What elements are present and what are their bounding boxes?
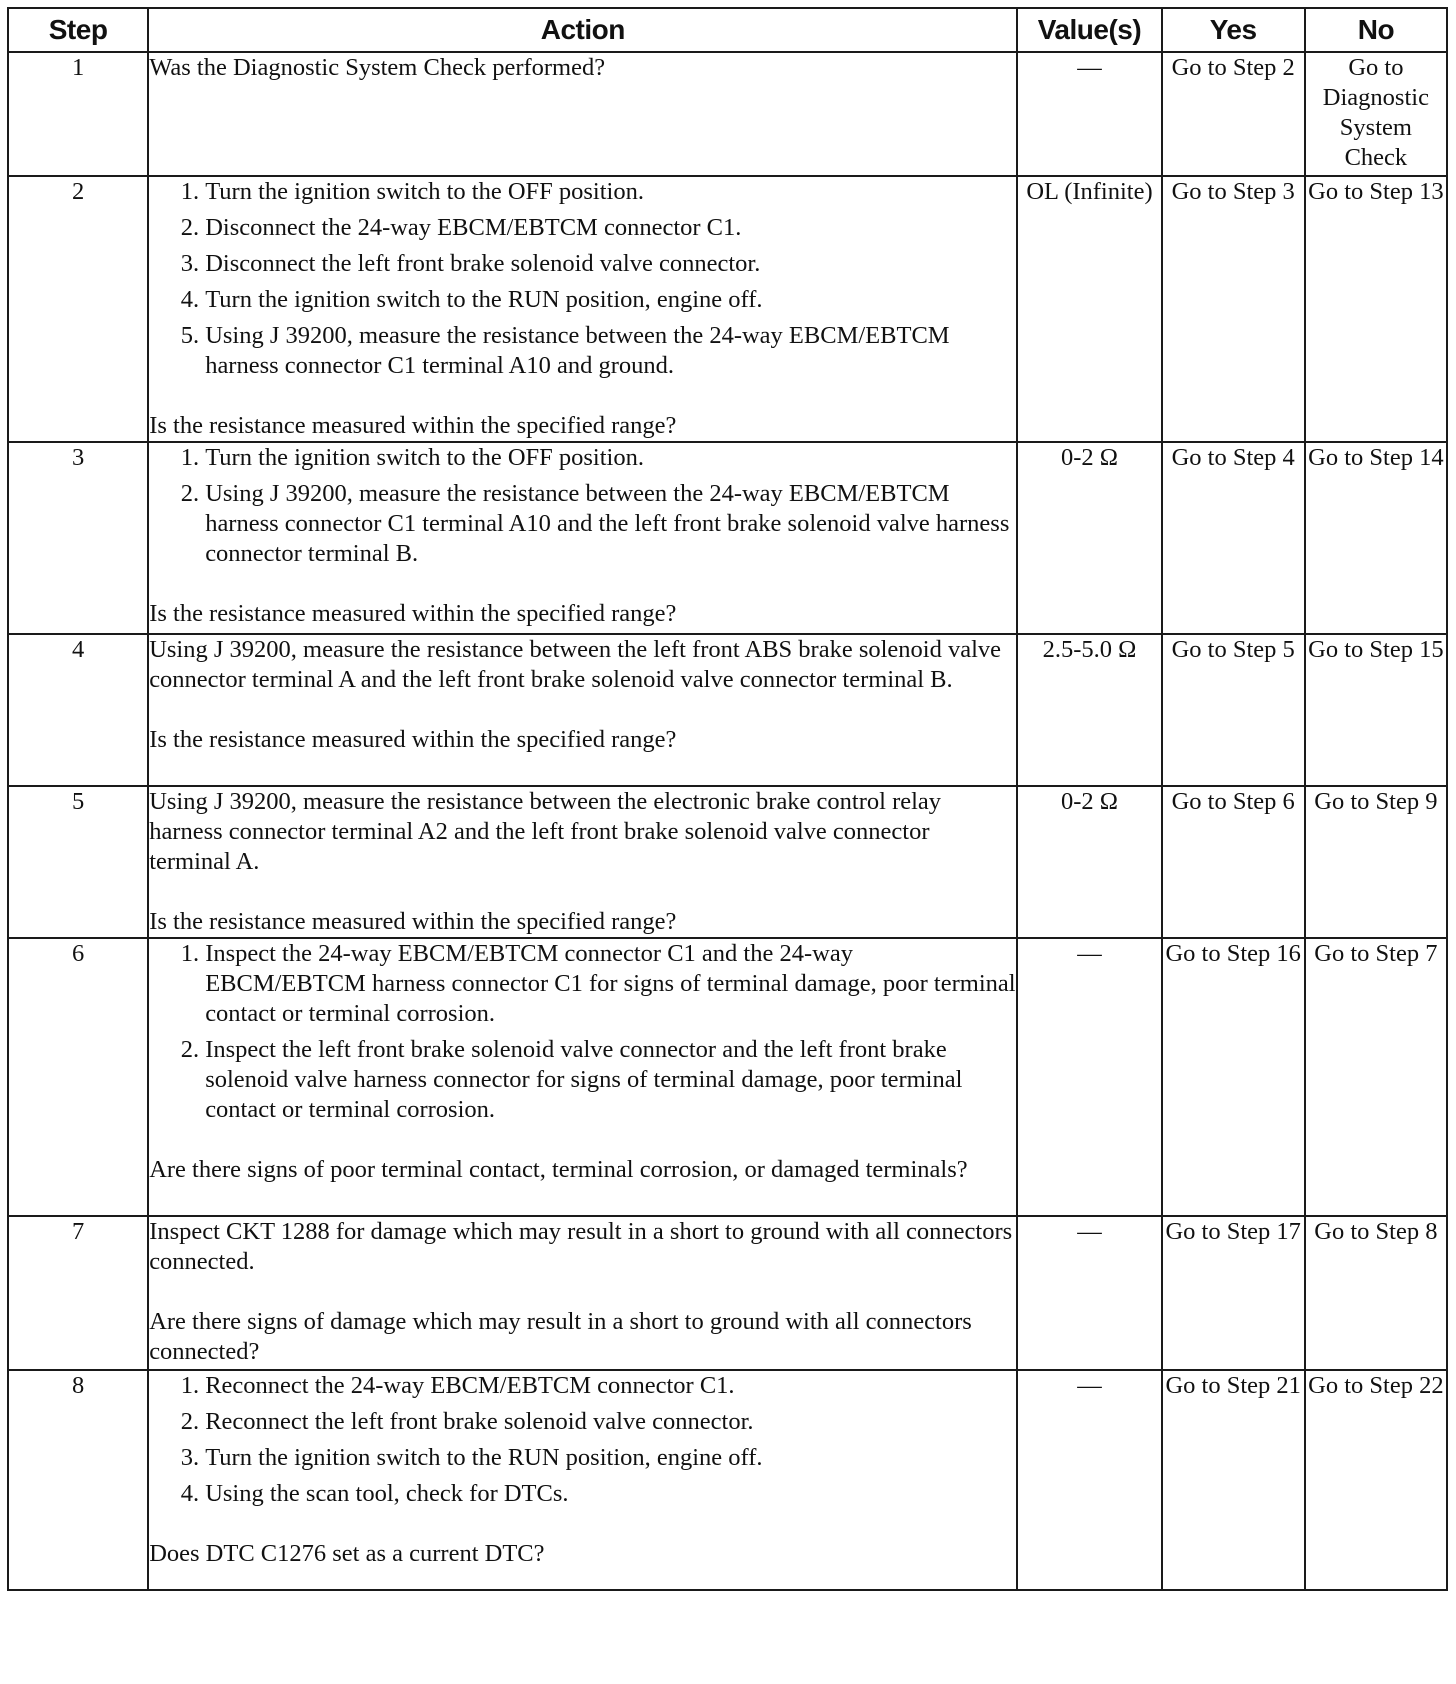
step-number: 1 <box>8 52 148 176</box>
action-question: Does DTC C1276 set as a current DTC? <box>149 1540 545 1567</box>
value-cell: 2.5-5.0 Ω <box>1017 634 1161 786</box>
action-step: 5. Using J 39200, measure the resistance between the 24-way EBCM/EBTCM harness connector C1 terminal A10 and ground. <box>205 321 1016 381</box>
action-cell <box>148 52 1017 176</box>
table-row <box>8 938 1447 1216</box>
action-question: Is the resistance measured within the specified range? <box>149 908 677 935</box>
diagnostic-page <box>7 7 1448 1591</box>
action-text: Inspect CKT 1288 for damage which may result in a short to ground with all connectors connected. <box>149 1218 1013 1275</box>
table-row <box>8 176 1447 442</box>
step-number: 6 <box>8 938 148 1216</box>
yes-link[interactable]: Go to Step 2 <box>1162 52 1305 176</box>
table-row <box>8 1216 1447 1370</box>
action-question: Is the resistance measured within the specified range? <box>149 726 677 753</box>
action-cell <box>148 176 1017 442</box>
action-question: Are there signs of poor terminal contact, terminal corrosion, or damaged terminals? <box>149 1156 968 1183</box>
value-cell: — <box>1017 52 1161 176</box>
action-steps <box>149 443 1016 569</box>
value-cell: 0-2 Ω <box>1017 786 1161 938</box>
action-cell <box>148 1370 1017 1590</box>
action-text: Using J 39200, measure the resistance between the left front ABS brake solenoid valve connector terminal A and the left front brake solenoid valve connector terminal B. <box>149 636 1002 693</box>
value-cell: — <box>1017 1216 1161 1370</box>
action-step: 2. Inspect the left front brake solenoid valve connector and the left front brake solenoid valve harness connector for signs of terminal damage, poor terminal contact or terminal corrosion. <box>205 1035 1016 1125</box>
yes-link[interactable]: Go to Step 17 <box>1162 1216 1305 1370</box>
action-cell <box>148 1216 1017 1370</box>
table-row <box>8 52 1447 176</box>
action-step: 4. Turn the ignition switch to the RUN position, engine off. <box>205 285 1016 315</box>
table-row <box>8 1370 1447 1590</box>
action-question: Are there signs of damage which may result in a short to ground with all connectors connected? <box>149 1308 972 1365</box>
yes-link[interactable]: Go to Step 5 <box>1162 634 1305 786</box>
no-link[interactable]: Go to Step 22 <box>1305 1370 1447 1590</box>
no-link[interactable]: Go to Step 15 <box>1305 634 1447 786</box>
value-cell: 0-2 Ω <box>1017 442 1161 634</box>
action-steps <box>149 1371 1016 1509</box>
table-row <box>8 786 1447 938</box>
action-cell <box>148 442 1017 634</box>
action-cell <box>148 938 1017 1216</box>
action-steps <box>149 939 1016 1125</box>
action-step: 1. Reconnect the 24-way EBCM/EBTCM connector C1. <box>205 1371 1016 1401</box>
no-link[interactable]: Go to Diagnostic System Check <box>1305 52 1447 176</box>
diagnostic-table <box>7 7 1448 1591</box>
step-number: 4 <box>8 634 148 786</box>
table-row <box>8 442 1447 634</box>
action-step: 2. Reconnect the left front brake solenoid valve connector. <box>205 1407 1016 1437</box>
yes-link[interactable]: Go to Step 16 <box>1162 938 1305 1216</box>
no-link[interactable]: Go to Step 8 <box>1305 1216 1447 1370</box>
yes-link[interactable]: Go to Step 4 <box>1162 442 1305 634</box>
no-link[interactable]: Go to Step 13 <box>1305 176 1447 442</box>
action-step: 1. Turn the ignition switch to the OFF position. <box>205 443 1016 473</box>
action-question: Is the resistance measured within the specified range? <box>149 600 677 627</box>
header-step: Step <box>8 8 148 52</box>
yes-link[interactable]: Go to Step 6 <box>1162 786 1305 938</box>
header-action: Action <box>148 8 1017 52</box>
step-number: 8 <box>8 1370 148 1590</box>
action-step: 1. Inspect the 24-way EBCM/EBTCM connector C1 and the 24-way EBCM/EBTCM harness connector C1 for signs of terminal damage, poor terminal contact or terminal corrosion. <box>205 939 1016 1029</box>
action-step: 3. Disconnect the left front brake solenoid valve connector. <box>205 249 1016 279</box>
action-step: 1. Turn the ignition switch to the OFF position. <box>205 177 1016 207</box>
step-number: 7 <box>8 1216 148 1370</box>
action-step: 3. Turn the ignition switch to the RUN position, engine off. <box>205 1443 1016 1473</box>
header-row <box>8 8 1447 52</box>
no-link[interactable]: Go to Step 14 <box>1305 442 1447 634</box>
action-cell <box>148 634 1017 786</box>
step-number: 2 <box>8 176 148 442</box>
table-row <box>8 634 1447 786</box>
action-text: Using J 39200, measure the resistance between the electronic brake control relay harness connector terminal A2 and the left front brake solenoid valve connector terminal A. <box>149 788 942 875</box>
step-number: 3 <box>8 442 148 634</box>
header-no: No <box>1305 8 1447 52</box>
header-yes: Yes <box>1162 8 1305 52</box>
value-cell: — <box>1017 938 1161 1216</box>
action-steps <box>149 177 1016 381</box>
action-text: Was the Diagnostic System Check performed? <box>149 54 606 81</box>
yes-link[interactable]: Go to Step 21 <box>1162 1370 1305 1590</box>
yes-link[interactable]: Go to Step 3 <box>1162 176 1305 442</box>
step-number: 5 <box>8 786 148 938</box>
action-step: 4. Using the scan tool, check for DTCs. <box>205 1479 1016 1509</box>
header-values: Value(s) <box>1017 8 1161 52</box>
action-step: 2. Using J 39200, measure the resistance between the 24-way EBCM/EBTCM harness connector C1 terminal A10 and the left front brake solenoid valve harness connector terminal B. <box>205 479 1016 569</box>
no-link[interactable]: Go to Step 9 <box>1305 786 1447 938</box>
value-cell: — <box>1017 1370 1161 1590</box>
action-question: Is the resistance measured within the specified range? <box>149 412 677 439</box>
no-link[interactable]: Go to Step 7 <box>1305 938 1447 1216</box>
value-cell: OL (Infinite) <box>1017 176 1161 442</box>
action-cell <box>148 786 1017 938</box>
action-step: 2. Disconnect the 24-way EBCM/EBTCM connector C1. <box>205 213 1016 243</box>
